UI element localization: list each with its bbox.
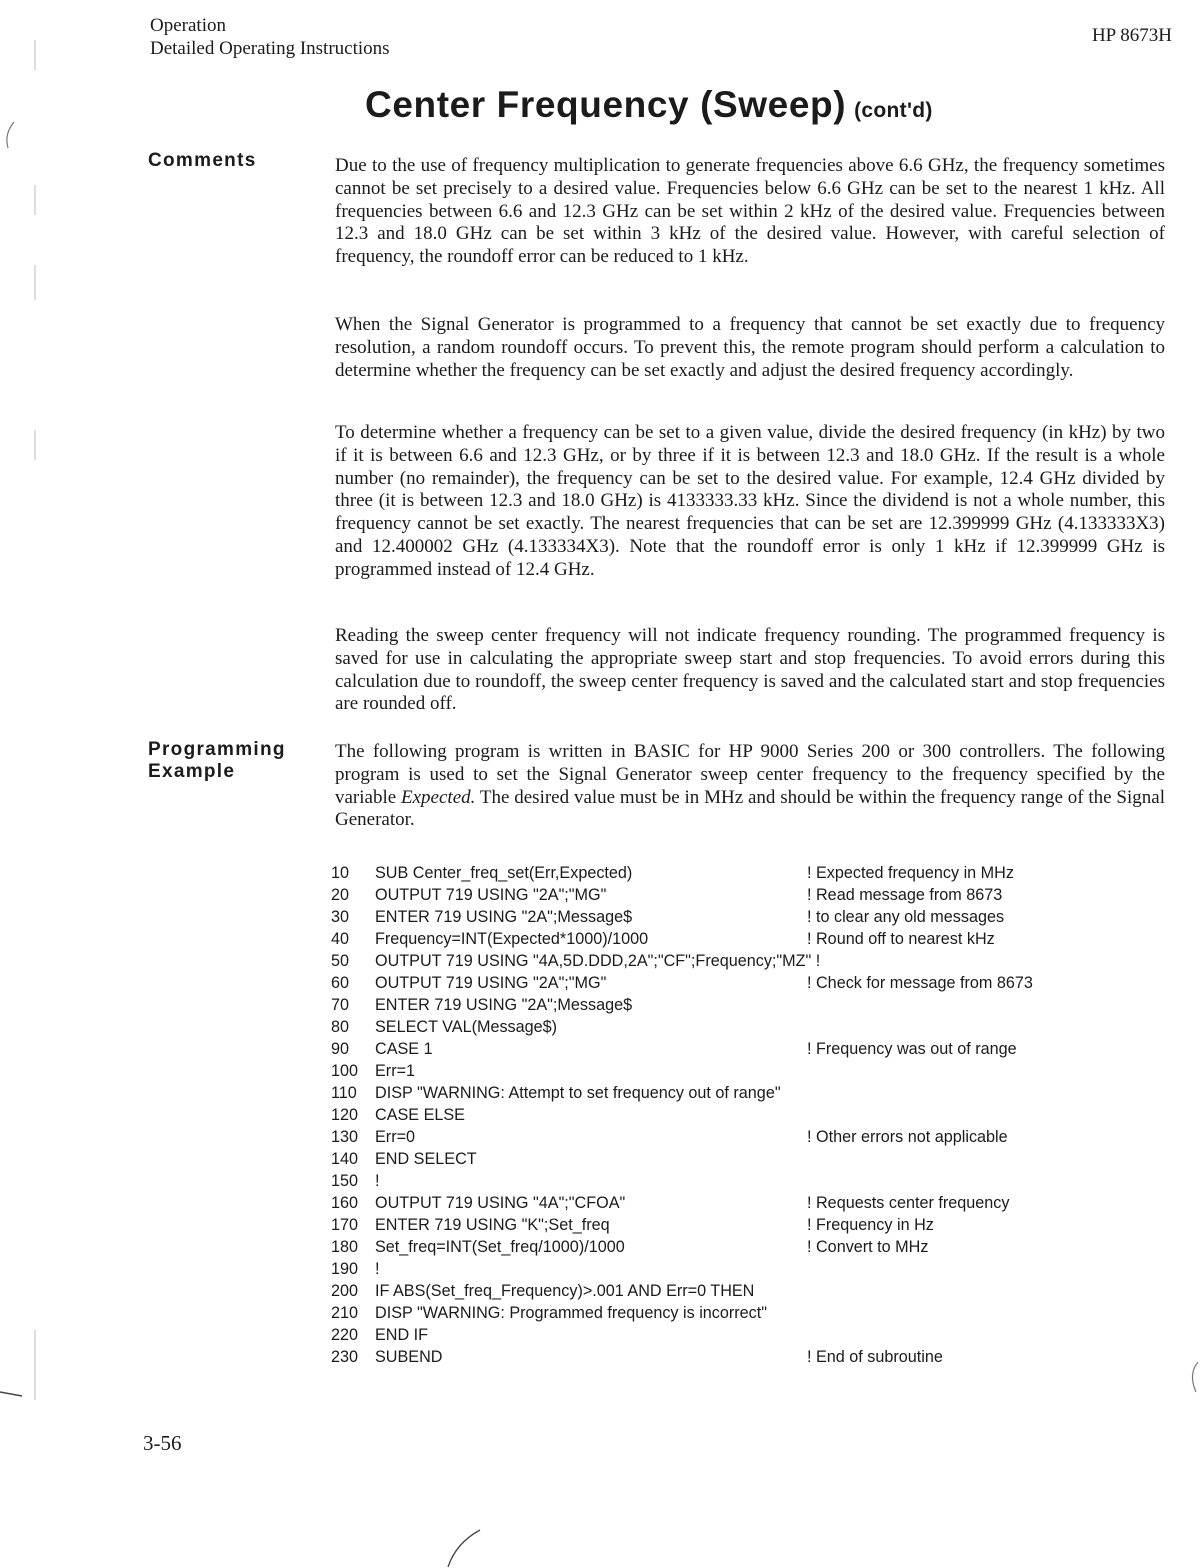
code-statement: Frequency=INT(Expected*1000)/1000 xyxy=(375,930,649,948)
code-line-number: 110 xyxy=(331,1084,357,1102)
code-statement: SUB Center_freq_set(Err,Expected) xyxy=(375,864,633,882)
header-subsection: Detailed Operating Instructions xyxy=(150,38,390,59)
code-line xyxy=(331,928,1111,950)
title-main: Center Frequency (Sweep) xyxy=(365,84,847,125)
code-comment: ! to clear any old messages xyxy=(807,908,1005,926)
code-line xyxy=(331,1082,1111,1104)
code-line xyxy=(331,1236,1111,1258)
intro-text-start: The following program is written in BASIC for HP 9000 Series 200 or 300 controllers. The following program is used to set the Signal Generator sweep center frequency to the frequency specified by the variable xyxy=(335,741,1165,808)
code-line xyxy=(331,1060,1111,1082)
code-line xyxy=(331,1038,1111,1060)
code-line-number: 30 xyxy=(331,908,350,926)
running-header xyxy=(150,14,390,60)
code-line-number: 180 xyxy=(331,1238,359,1256)
code-line-number: 10 xyxy=(331,864,350,882)
page-number: 3-56 xyxy=(143,1431,182,1455)
code-line-number: 50 xyxy=(331,952,350,970)
code-line xyxy=(331,884,1111,906)
programming-intro xyxy=(335,741,1165,832)
code-line-number: 150 xyxy=(331,1172,359,1190)
code-statement: ENTER 719 USING "2A";Message$ xyxy=(375,908,633,926)
code-statement: CASE 1 xyxy=(375,1040,433,1058)
code-statement: DISP "WARNING: Programmed frequency is incorrect" xyxy=(375,1304,768,1322)
page-title xyxy=(365,84,933,126)
code-line-number: 20 xyxy=(331,886,350,904)
code-comment: ! Frequency was out of range xyxy=(807,1040,1017,1058)
code-line xyxy=(331,1324,1111,1346)
code-statement: ENTER 719 USING "K";Set_freq xyxy=(375,1216,610,1234)
comments-paragraph-3: To determine whether a frequency can be set to a given value, divide the desired frequency (in kHz) by two if it is between 6.6 and 12.3 GHz, or by three if it is between 12.3 and 18.0 GHz. If the result is a whole number (no remainder), the frequency can be set to the desired value. For example, 12.4 GHz divided by three (it is between 12.3 and 18.0 GHz) is 4133333.33 kHz. Since the dividend is not a whole number, this frequency cannot be set exactly. The nearest frequencies that can be set are 12.399999 GHz (4.133333X3) and 12.400002 GHz (4.133334X3). Note that the roundoff error is only 1 kHz if 12.399999 GHz is programmed instead of 12.4 GHz. xyxy=(335,422,1165,580)
code-line xyxy=(331,972,1111,994)
code-statement: IF ABS(Set_freq_Frequency)>.001 AND Err=0 THEN xyxy=(375,1282,755,1300)
code-line-number: 130 xyxy=(331,1128,359,1146)
code-statement: ! xyxy=(375,1260,380,1278)
programming-label-line1: Programming xyxy=(148,739,286,760)
code-line-number: 60 xyxy=(331,974,350,992)
code-statement: END SELECT xyxy=(375,1150,477,1168)
code-line-number: 40 xyxy=(331,930,350,948)
code-line-number: 90 xyxy=(331,1040,350,1058)
code-line xyxy=(331,862,1111,884)
comments-paragraph-1: Due to the use of frequency multiplication to generate frequencies above 6.6 GHz, the frequency sometimes cannot be set precisely to a desired value. Frequencies below 6.6 GHz can be set to the nearest 1 kHz. All frequencies between 6.6 and 12.3 GHz can be set within 2 kHz of the desired value. Frequencies between 12.3 and 18.0 GHz can be set within 3 kHz of the desired value. However, with careful selection of frequency, the roundoff error can be reduced to 1 kHz. xyxy=(335,155,1165,268)
code-statement: Set_freq=INT(Set_freq/1000)/1000 xyxy=(375,1238,625,1256)
code-listing xyxy=(331,862,1111,1368)
code-line-number: 230 xyxy=(331,1348,359,1366)
scan-edge-mark xyxy=(1140,1340,1200,1410)
code-line xyxy=(331,1280,1111,1302)
code-statement: END IF xyxy=(375,1326,429,1344)
intro-variable-name: Expected. xyxy=(401,786,476,808)
code-statement: SUBEND xyxy=(375,1348,443,1366)
code-line-number: 70 xyxy=(331,996,350,1014)
code-line-number: 220 xyxy=(331,1326,359,1344)
code-line-number: 200 xyxy=(331,1282,359,1300)
code-statement: Err=0 xyxy=(375,1128,416,1146)
code-line xyxy=(331,1148,1111,1170)
code-line xyxy=(331,994,1111,1016)
code-statement: ! xyxy=(375,1172,380,1190)
code-comment: ! Expected frequency in MHz xyxy=(807,864,1014,882)
code-line xyxy=(331,906,1111,928)
title-suffix: (cont'd) xyxy=(854,99,933,122)
programming-label-line2: Example xyxy=(148,761,236,782)
code-statement: OUTPUT 719 USING "4A,5D.DDD,2A";"CF";Frequency;"MZ" ! xyxy=(375,952,821,970)
comments-label: Comments xyxy=(148,150,257,171)
code-line-number: 100 xyxy=(331,1062,359,1080)
code-line xyxy=(331,950,1111,972)
comments-paragraph-4: Reading the sweep center frequency will not indicate frequency rounding. The programmed frequency is saved for use in calculating the appropriate sweep start and stop frequencies. To avoid errors during this calculation due to roundoff, the sweep center frequency is saved and the calculated start and stop frequencies are rounded off. xyxy=(335,625,1165,715)
code-comment: ! End of subroutine xyxy=(807,1348,943,1366)
code-line xyxy=(331,1346,1111,1368)
code-line-number: 80 xyxy=(331,1018,350,1036)
code-statement: DISP "WARNING: Attempt to set frequency out of range" xyxy=(375,1084,781,1102)
code-line-number: 170 xyxy=(331,1216,359,1234)
code-line xyxy=(331,1258,1111,1280)
code-line-number: 210 xyxy=(331,1304,359,1322)
code-statement: ENTER 719 USING "2A";Message$ xyxy=(375,996,633,1014)
code-line xyxy=(331,1104,1111,1126)
code-statement: CASE ELSE xyxy=(375,1106,465,1124)
code-statement: SELECT VAL(Message$) xyxy=(375,1018,558,1036)
programming-example-label xyxy=(148,739,286,783)
code-line xyxy=(331,1170,1111,1192)
code-line xyxy=(331,1016,1111,1038)
code-statement: Err=1 xyxy=(375,1062,416,1080)
code-line xyxy=(331,1302,1111,1324)
code-comment: ! Convert to MHz xyxy=(807,1238,929,1256)
code-comment: ! Read message from 8673 xyxy=(807,886,1003,904)
comments-paragraph-2: When the Signal Generator is programmed to a frequency that cannot be set exactly due to frequency resolution, a random roundoff occurs. To prevent this, the remote program should perform a calculation to determine whether the frequency can be set exactly and adjust the desired frequency accordingly. xyxy=(335,314,1165,381)
code-comment: ! Check for message from 8673 xyxy=(807,974,1033,992)
header-model: HP 8673H xyxy=(1091,25,1172,46)
scan-margin-marks xyxy=(0,0,60,1568)
code-statement: OUTPUT 719 USING "2A";"MG" xyxy=(375,974,607,992)
code-line xyxy=(331,1126,1111,1148)
code-line-number: 190 xyxy=(331,1260,359,1278)
code-line-number: 140 xyxy=(331,1150,359,1168)
code-comment: ! Other errors not applicable xyxy=(807,1128,1008,1146)
scan-pen-stroke xyxy=(440,1525,520,1568)
code-line xyxy=(331,1214,1111,1236)
intro-text-end: The desired value must be in MHz and should be within the frequency range of the Signal Generator. xyxy=(335,786,1165,831)
code-comment: ! Round off to nearest kHz xyxy=(807,930,995,948)
code-line-number: 120 xyxy=(331,1106,359,1124)
code-statement: OUTPUT 719 USING "4A";"CFOA" xyxy=(375,1194,626,1212)
header-section: Operation xyxy=(150,15,226,36)
code-comment: ! Requests center frequency xyxy=(807,1194,1010,1212)
code-line-number: 160 xyxy=(331,1194,359,1212)
code-line xyxy=(331,1192,1111,1214)
code-comment: ! Frequency in Hz xyxy=(807,1216,934,1234)
code-statement: OUTPUT 719 USING "2A";"MG" xyxy=(375,886,607,904)
